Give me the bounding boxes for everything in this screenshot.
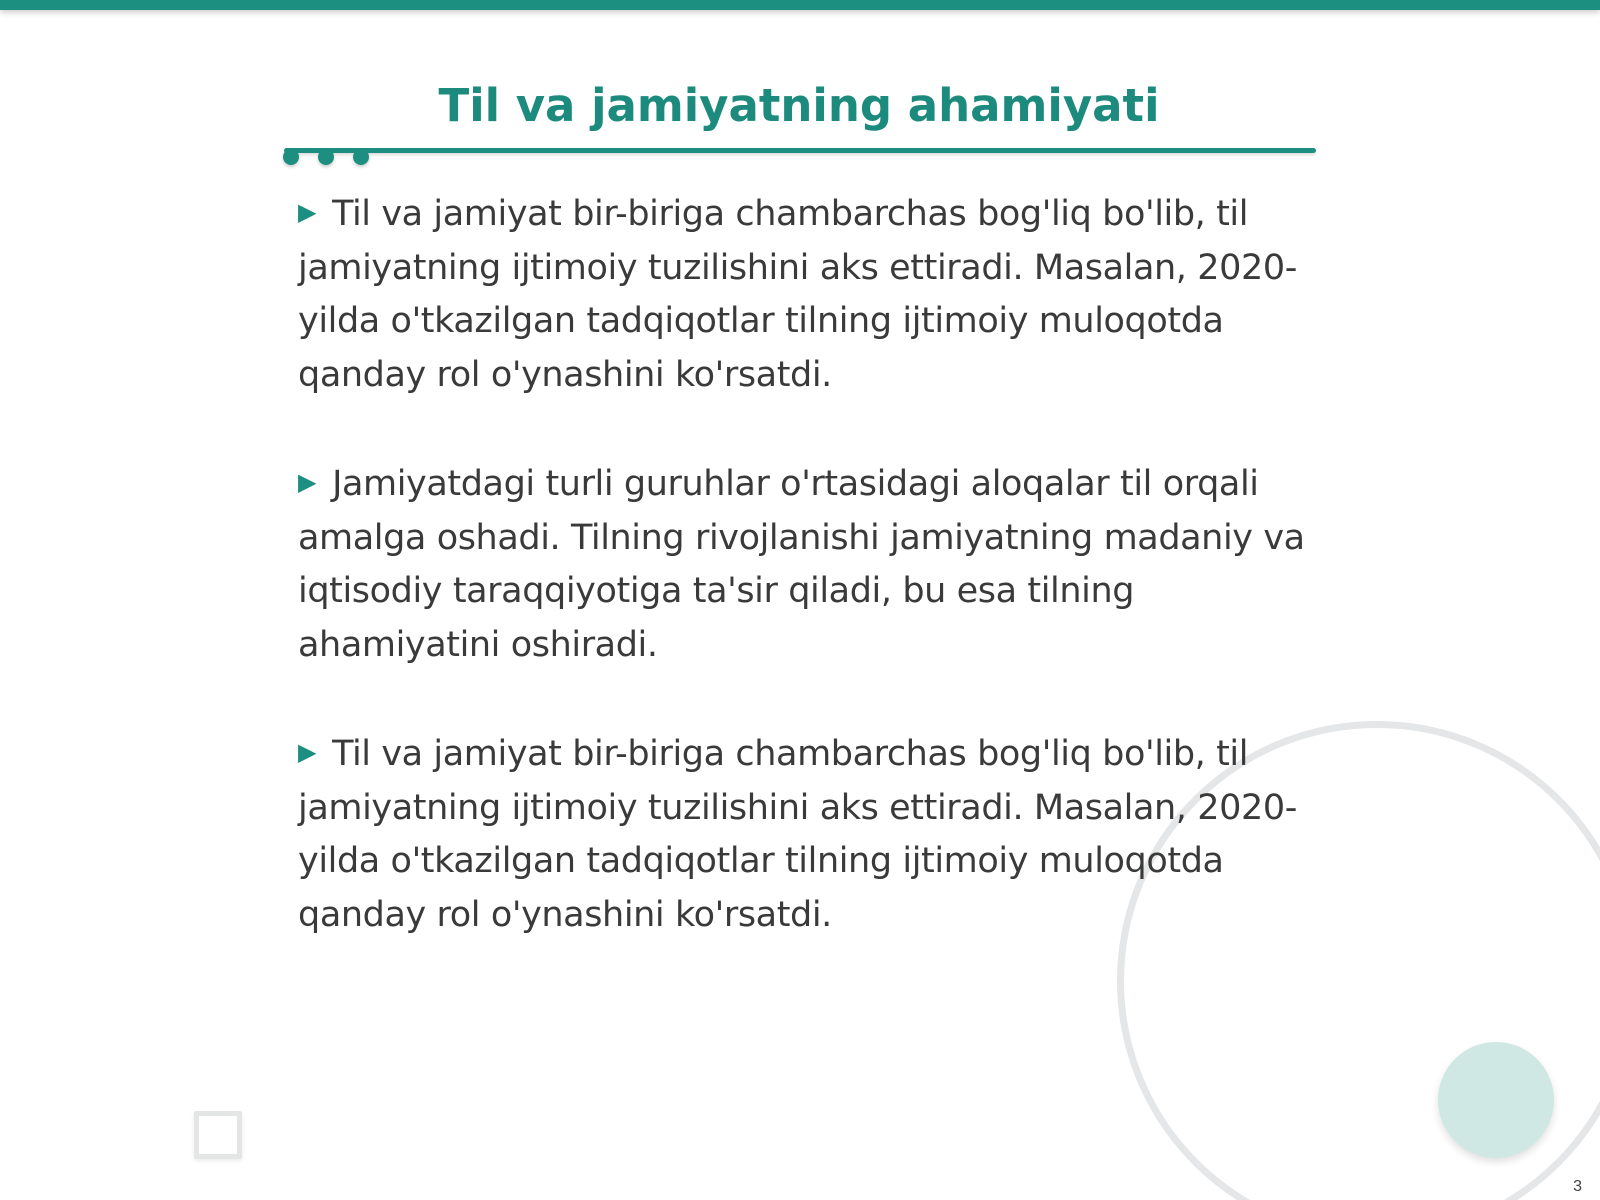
play-triangle-icon: ▶ [298, 198, 317, 226]
bullet-text: Til va jamiyat bir-biriga chambarchas bog'liq bo'lib, til jamiyatning ijtimoiy tuzilishini aks ettiradi. Masalan, 2020-yilda o'tkazilgan tadqiqotlar tilning ijtimoiy muloqotda qanday rol o'ynashini ko'rsatdi. [298, 194, 1297, 395]
slide-title: Til va jamiyatning ahamiyati [438, 79, 1160, 132]
bullet-list [298, 186, 1318, 996]
play-triangle-icon: ▶ [298, 468, 317, 496]
play-triangle-icon: ▶ [298, 738, 317, 766]
title-underline [284, 148, 1316, 153]
bullet-text: Jamiyatdagi turli guruhlar o'rtasidagi aloqalar til orqali amalga oshadi. Tilning rivojlanishi jamiyatning madaniy va iqtisodiy taraqqiyotiga ta'sir qiladi, bu esa tilning ahamiyatini oshiradi. [298, 464, 1305, 665]
page-number: 3 [1573, 1178, 1582, 1195]
underline-dot [283, 149, 299, 165]
bullet-item [298, 186, 1318, 402]
underline-dot [353, 149, 369, 165]
top-accent-bar [0, 0, 1600, 10]
decorative-square [194, 1111, 242, 1159]
bullet-item [298, 726, 1318, 942]
bullet-text: Til va jamiyat bir-biriga chambarchas bog'liq bo'lib, til jamiyatning ijtimoiy tuzilishini aks ettiradi. Masalan, 2020-yilda o'tkazilgan tadqiqotlar tilning ijtimoiy muloqotda qanday rol o'ynashini ko'rsatdi. [298, 734, 1297, 935]
bullet-item [298, 456, 1318, 672]
decorative-circle [1438, 1042, 1554, 1158]
underline-dot [318, 149, 334, 165]
